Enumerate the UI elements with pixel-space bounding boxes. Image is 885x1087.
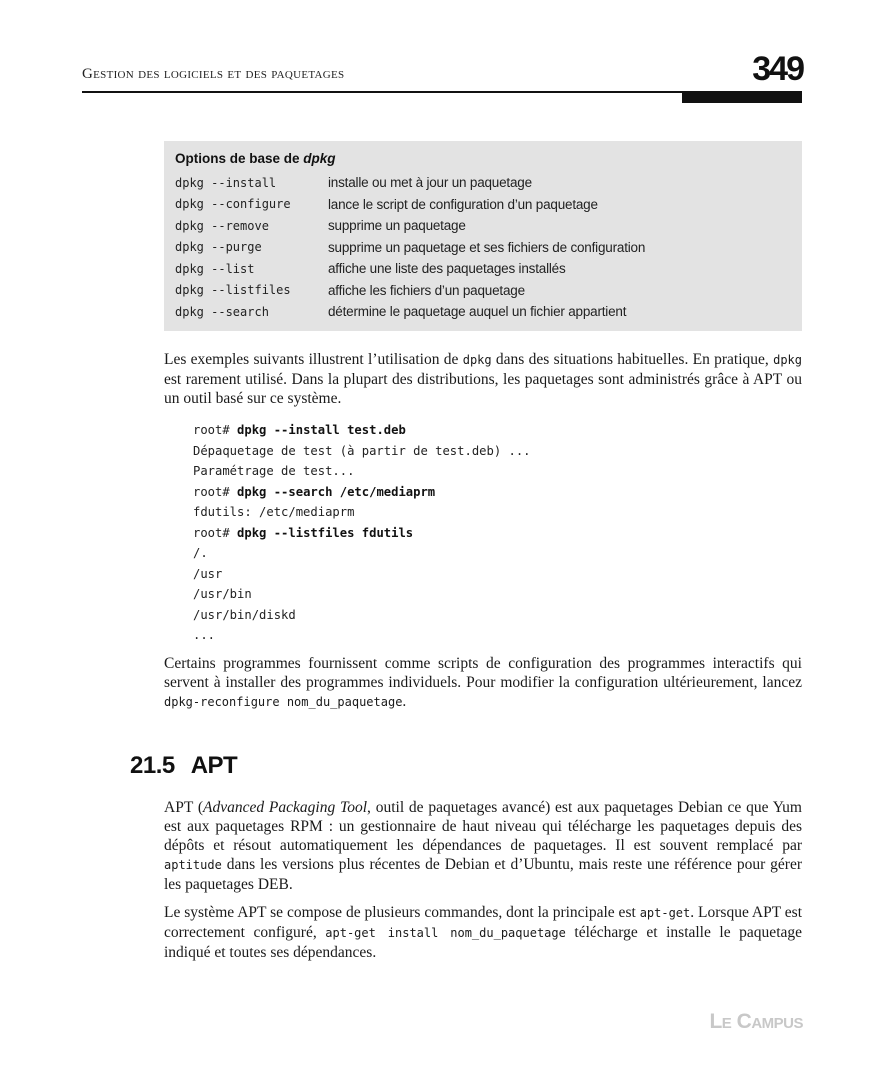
option-row <box>175 258 792 280</box>
code-line <box>193 420 793 441</box>
inline-code: aptitude <box>164 858 222 872</box>
option-command: dpkg --list <box>175 261 255 276</box>
text-run: est rarement utilisé. Dans la plupart des distributions, les paquetages sont administrés grâce à APT ou un outil basé sur ce système. <box>164 371 802 407</box>
publisher-logo: Le Campus <box>709 1010 803 1033</box>
option-description: supprime un paquetage <box>328 218 466 234</box>
text-run: Les exemples suivants illustrent l’utilisation de <box>164 351 463 368</box>
header-block <box>682 93 802 103</box>
option-description: affiche les fichiers d’un paquetage <box>328 282 525 298</box>
paragraph-dpkg-examples <box>164 350 802 408</box>
options-box <box>164 141 802 331</box>
option-row <box>175 237 792 259</box>
inline-code: apt-get install nom_du_paquetage <box>325 926 566 940</box>
section-heading <box>130 752 237 780</box>
code-line: ... <box>193 628 216 642</box>
option-command: dpkg --configure <box>175 197 291 212</box>
text-run: télécharge et installe le paquetage indiqué et toutes ses dépendances. <box>164 924 803 961</box>
section-title: APT <box>190 752 238 779</box>
option-command: dpkg --search <box>175 304 269 319</box>
option-description: installe ou met à jour un paquetage <box>328 175 532 191</box>
inline-code: dpkg <box>462 353 492 367</box>
option-description: lance le script de configuration d’un paquetage <box>328 196 598 212</box>
text-run: Le système APT se compose de plusieurs commandes, dont la principale est <box>164 904 640 921</box>
code-line: /usr/bin <box>193 587 252 601</box>
code-command: dpkg --listfiles fdutils <box>237 525 414 540</box>
options-box-title-italic: dpkg <box>303 151 336 166</box>
code-prompt: root# <box>193 484 238 499</box>
text-run: . <box>402 693 407 710</box>
option-command: dpkg --purge <box>175 240 262 255</box>
text-run: APT ( <box>164 799 203 816</box>
page-number: 349 <box>752 50 803 88</box>
code-line: /. <box>193 546 208 560</box>
options-box-title <box>175 150 792 172</box>
option-row <box>175 280 792 302</box>
inline-code: apt-get <box>639 906 691 920</box>
paragraph-apt-intro <box>164 798 802 894</box>
code-command: dpkg --install test.deb <box>237 423 406 437</box>
code-line <box>193 482 793 503</box>
code-line: fdutils: /etc/mediaprm <box>193 505 355 519</box>
text-run: dans des situations habituelles. En pratique, <box>491 351 774 368</box>
code-line: /usr <box>193 566 223 581</box>
option-command: dpkg --remove <box>175 218 269 233</box>
paragraph-reconfigure <box>164 654 802 712</box>
code-line: Paramétrage de test... <box>193 464 355 478</box>
inline-code: dpkg-reconfigure nom_du_paquetage <box>164 695 403 709</box>
option-description: affiche une liste des paquetages installés <box>328 261 566 277</box>
paragraph-apt-get <box>164 903 802 962</box>
running-header-title: Gestion des logiciels et des paquetages <box>82 66 345 82</box>
option-row <box>175 194 792 216</box>
text-run: Certains programmes fournissent comme scripts de configuration des programmes interactifs qui servent à installer des programmes individuels. Pour modifier la configuration ultérieurement, lancez <box>164 655 802 691</box>
code-prompt: root# <box>193 423 238 437</box>
option-command: dpkg --listfiles <box>175 283 291 298</box>
option-row <box>175 172 792 194</box>
code-line <box>193 523 793 544</box>
option-command: dpkg --install <box>175 175 277 190</box>
section-number: 21.5 <box>130 752 175 779</box>
option-description: supprime un paquetage et ses fichiers de configuration <box>328 239 646 255</box>
option-description: détermine le paquetage auquel un fichier appartient <box>328 304 627 320</box>
options-box-title-prefix: Options de base de <box>175 151 304 166</box>
code-line: Dépaquetage de test (à partir de test.deb) ... <box>193 443 531 458</box>
code-block <box>193 420 793 646</box>
option-row <box>175 301 792 323</box>
option-row <box>175 215 792 237</box>
text-run: . Lorsque APT est correctement configuré, <box>164 904 802 941</box>
code-prompt: root# <box>193 525 238 540</box>
code-line: /usr/bin/diskd <box>193 607 296 622</box>
inline-code: dpkg <box>773 353 802 367</box>
text-run: , outil de paquetages avancé) est aux paquetages Debian ce que Yum est aux paquetages RPM : un gestionnaire de haut niveau qui télécharge les paquetages depuis des dépôts et résout automatiquement les dépendances de paquetages. Il est souvent remplacé par <box>164 799 802 854</box>
italic-text: Advanced Packaging Tool <box>202 799 368 816</box>
text-run: dans les versions plus récentes de Debian et d’Ubuntu, mais reste une référence pour gérer les paquetages DEB. <box>164 856 802 893</box>
code-command: dpkg --search /etc/mediaprm <box>237 484 436 499</box>
